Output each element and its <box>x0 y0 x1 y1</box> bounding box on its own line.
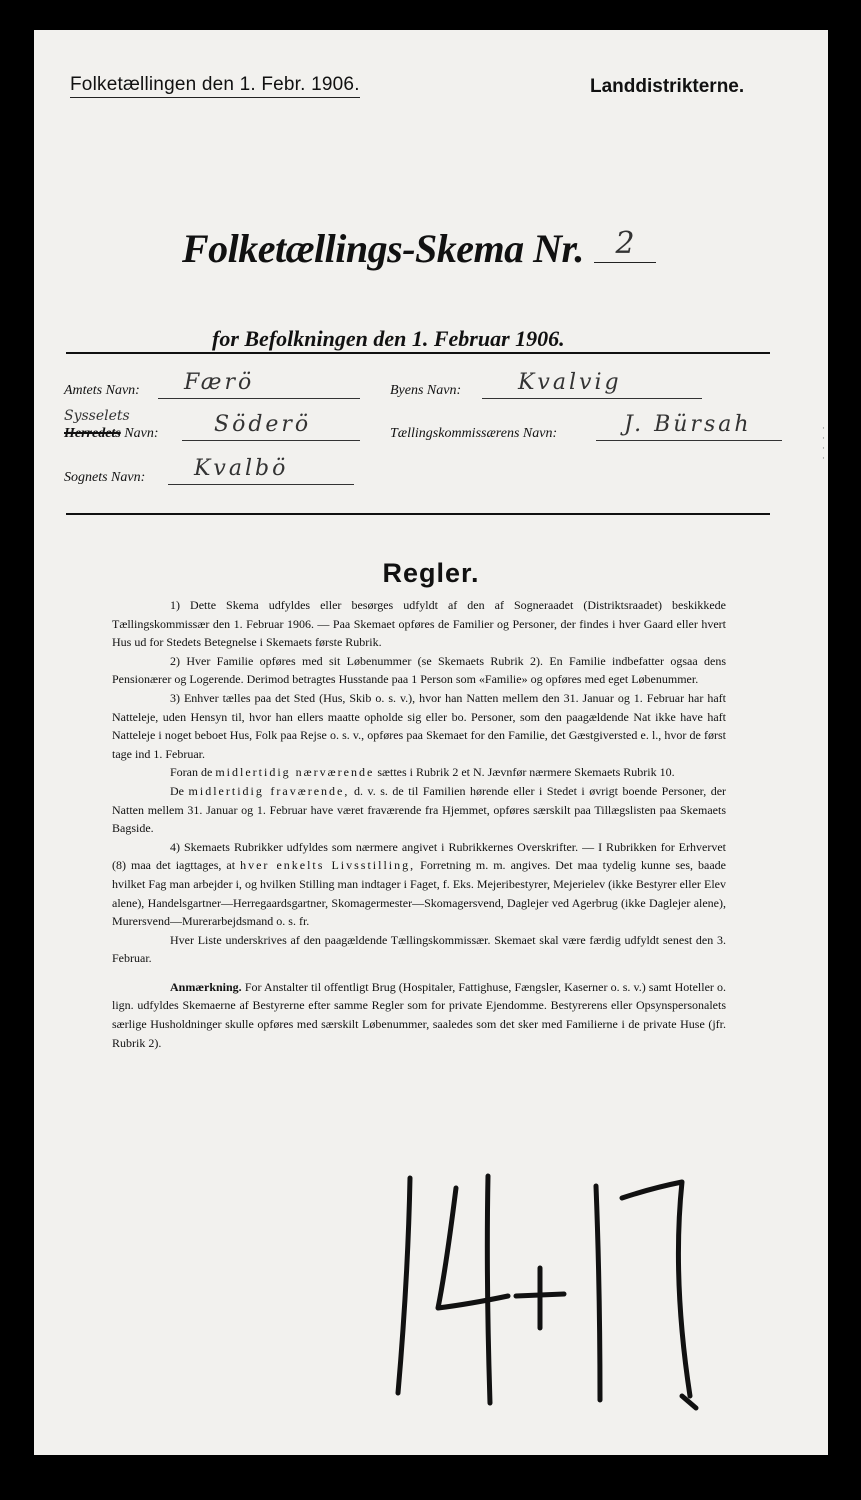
rule-2: 2) Hver Familie opføres med sit Løbenummer (se Skemaets Rubrik 2). En Familie indbefatter ogsaa dens Pensionærer og Logerende. Derimod betragtes Husstande paa 1 Person som «Familie» og opføres med eget Løbenummer. <box>112 653 726 687</box>
byens-value: Kvalvig <box>518 370 622 395</box>
byens-label: Byens Navn: <box>390 383 462 398</box>
rule-4: 4) Skemaets Rubrikker udfyldes som nærmere angivet i Rubrikkernes Overskrifter. — I Rubrikken for Erhvervet (8) maa det iagttages, at hver enkelts Livsstilling, Forretning m. m. angives. Det maa tydelig kunne ses, baade hvilket Fag man arbejder i, og hvilken Stilling man indtager i Faget, f. Eks. Mejeribestyrer, Mejerielev (ikke Bestyrer eller Elev alene), Handelsgartner—Herregaardsgartner, Skomagermester—Skomagersvend, Daglejer ved Agerbrug (ikke Daglejer alene), Murersvend—Murerarbejdsmand o. s. fr. <box>112 839 726 929</box>
district-type-header: Landdistrikterne. <box>590 76 745 97</box>
form-number: 2 <box>594 226 656 263</box>
form-subtitle: for Befolkningen den 1. Februar 1906. <box>212 326 565 351</box>
census-date-header: Folketællingen den 1. Febr. 1906. <box>70 74 360 98</box>
bottom-divider <box>66 513 770 515</box>
herred-struck-word: Herredets <box>64 426 121 441</box>
top-divider <box>66 352 770 354</box>
remark-label: Anmærkning. <box>170 979 242 994</box>
herred-label-rest: Navn: <box>124 426 159 441</box>
amt-label: Amtets Navn: <box>64 383 140 398</box>
kommissaer-label: Tællingskommissærens Navn: <box>390 426 558 441</box>
rules-text <box>112 596 726 1052</box>
remark-text: For Anstalter til offentligt Brug (Hospitaler, Fattighuse, Fængsler, Kaserner o. s. v.) samt Hoteller o. lign. udfyldes Skemaerne af Bestyrerne efter samme Regler som for private Ejendomme. Bestyrerens eller Opsynspersonalets særlige Husholdninger skulle opføres med særskilt Løbenummer, saaledes som det sker med Familierne i de private Huse (jfr. Rubrik 2). <box>112 979 727 1050</box>
kommissaer-value: J. Bürsah <box>624 412 752 437</box>
herred-correction: Sysselets <box>64 408 130 424</box>
scan-edge-marks: · · · · <box>822 424 825 464</box>
rule-1: 1) Dette Skema udfyldes eller besørges udfyldt af den af Sogneraadet (Distriktsraadet) beskikkede Tællingskommissær den 1. Februar 1906. — Paa Skemaet opføres de Familier og Personer, der findes i hver Gaard eller hvert Hus ud for Stedets Betegnelse i Skemaets første Rubrik. <box>112 598 726 650</box>
rule-5: Hver Liste underskrives af den paagældende Tællingskommissær. Skemaet skal være færdig udfyldt senest den 3. Februar. <box>112 932 726 966</box>
census-form-page <box>34 30 828 1455</box>
rule-3-temporary-absent: De midlertidig fraværende, d. v. s. de til Familien hørende eller i Stedet i øvrigt boende Personer, der Natten mellem 31. Januar og 1. Februar have været fraværende fra Hjemmet, opføres særskilt paa Tillægslisten paa Skemaets Bagside. <box>112 783 727 836</box>
rule-3: 3) Enhver tælles paa det Sted (Hus, Skib o. s. v.), hvor han Natten mellem den 31. Januar og 1. Februar har haft Natteleje, uden Hensyn til, hvor han ellers maatte opholde sig eller bo. Personer, som den paagældende Nat ikke have haft Natteleje i noget beboet Hus, Folk paa Rejse o. s. v., opføres paa Skemaet for den Familie, det Gæstgiversted e. l., hvor de først tage ind 1. Februar. <box>112 690 726 761</box>
form-title: Folketællings-Skema Nr. <box>182 226 584 271</box>
sogn-label: Sognets Navn: <box>64 470 146 485</box>
handwritten-total <box>390 1158 710 1418</box>
herred-label <box>64 426 158 442</box>
rule-3-temporary-present: Foran de midlertidig nærværende sættes i Rubrik 2 et N. Jævnfør nærmere Skemaets Rubrik 10. <box>170 765 675 780</box>
rules-heading: Regler. <box>382 558 480 588</box>
herred-value: Söderö <box>214 412 312 437</box>
remark <box>112 978 726 1052</box>
amt-value: Færö <box>184 370 255 395</box>
sogn-value: Kvalbö <box>194 456 289 481</box>
